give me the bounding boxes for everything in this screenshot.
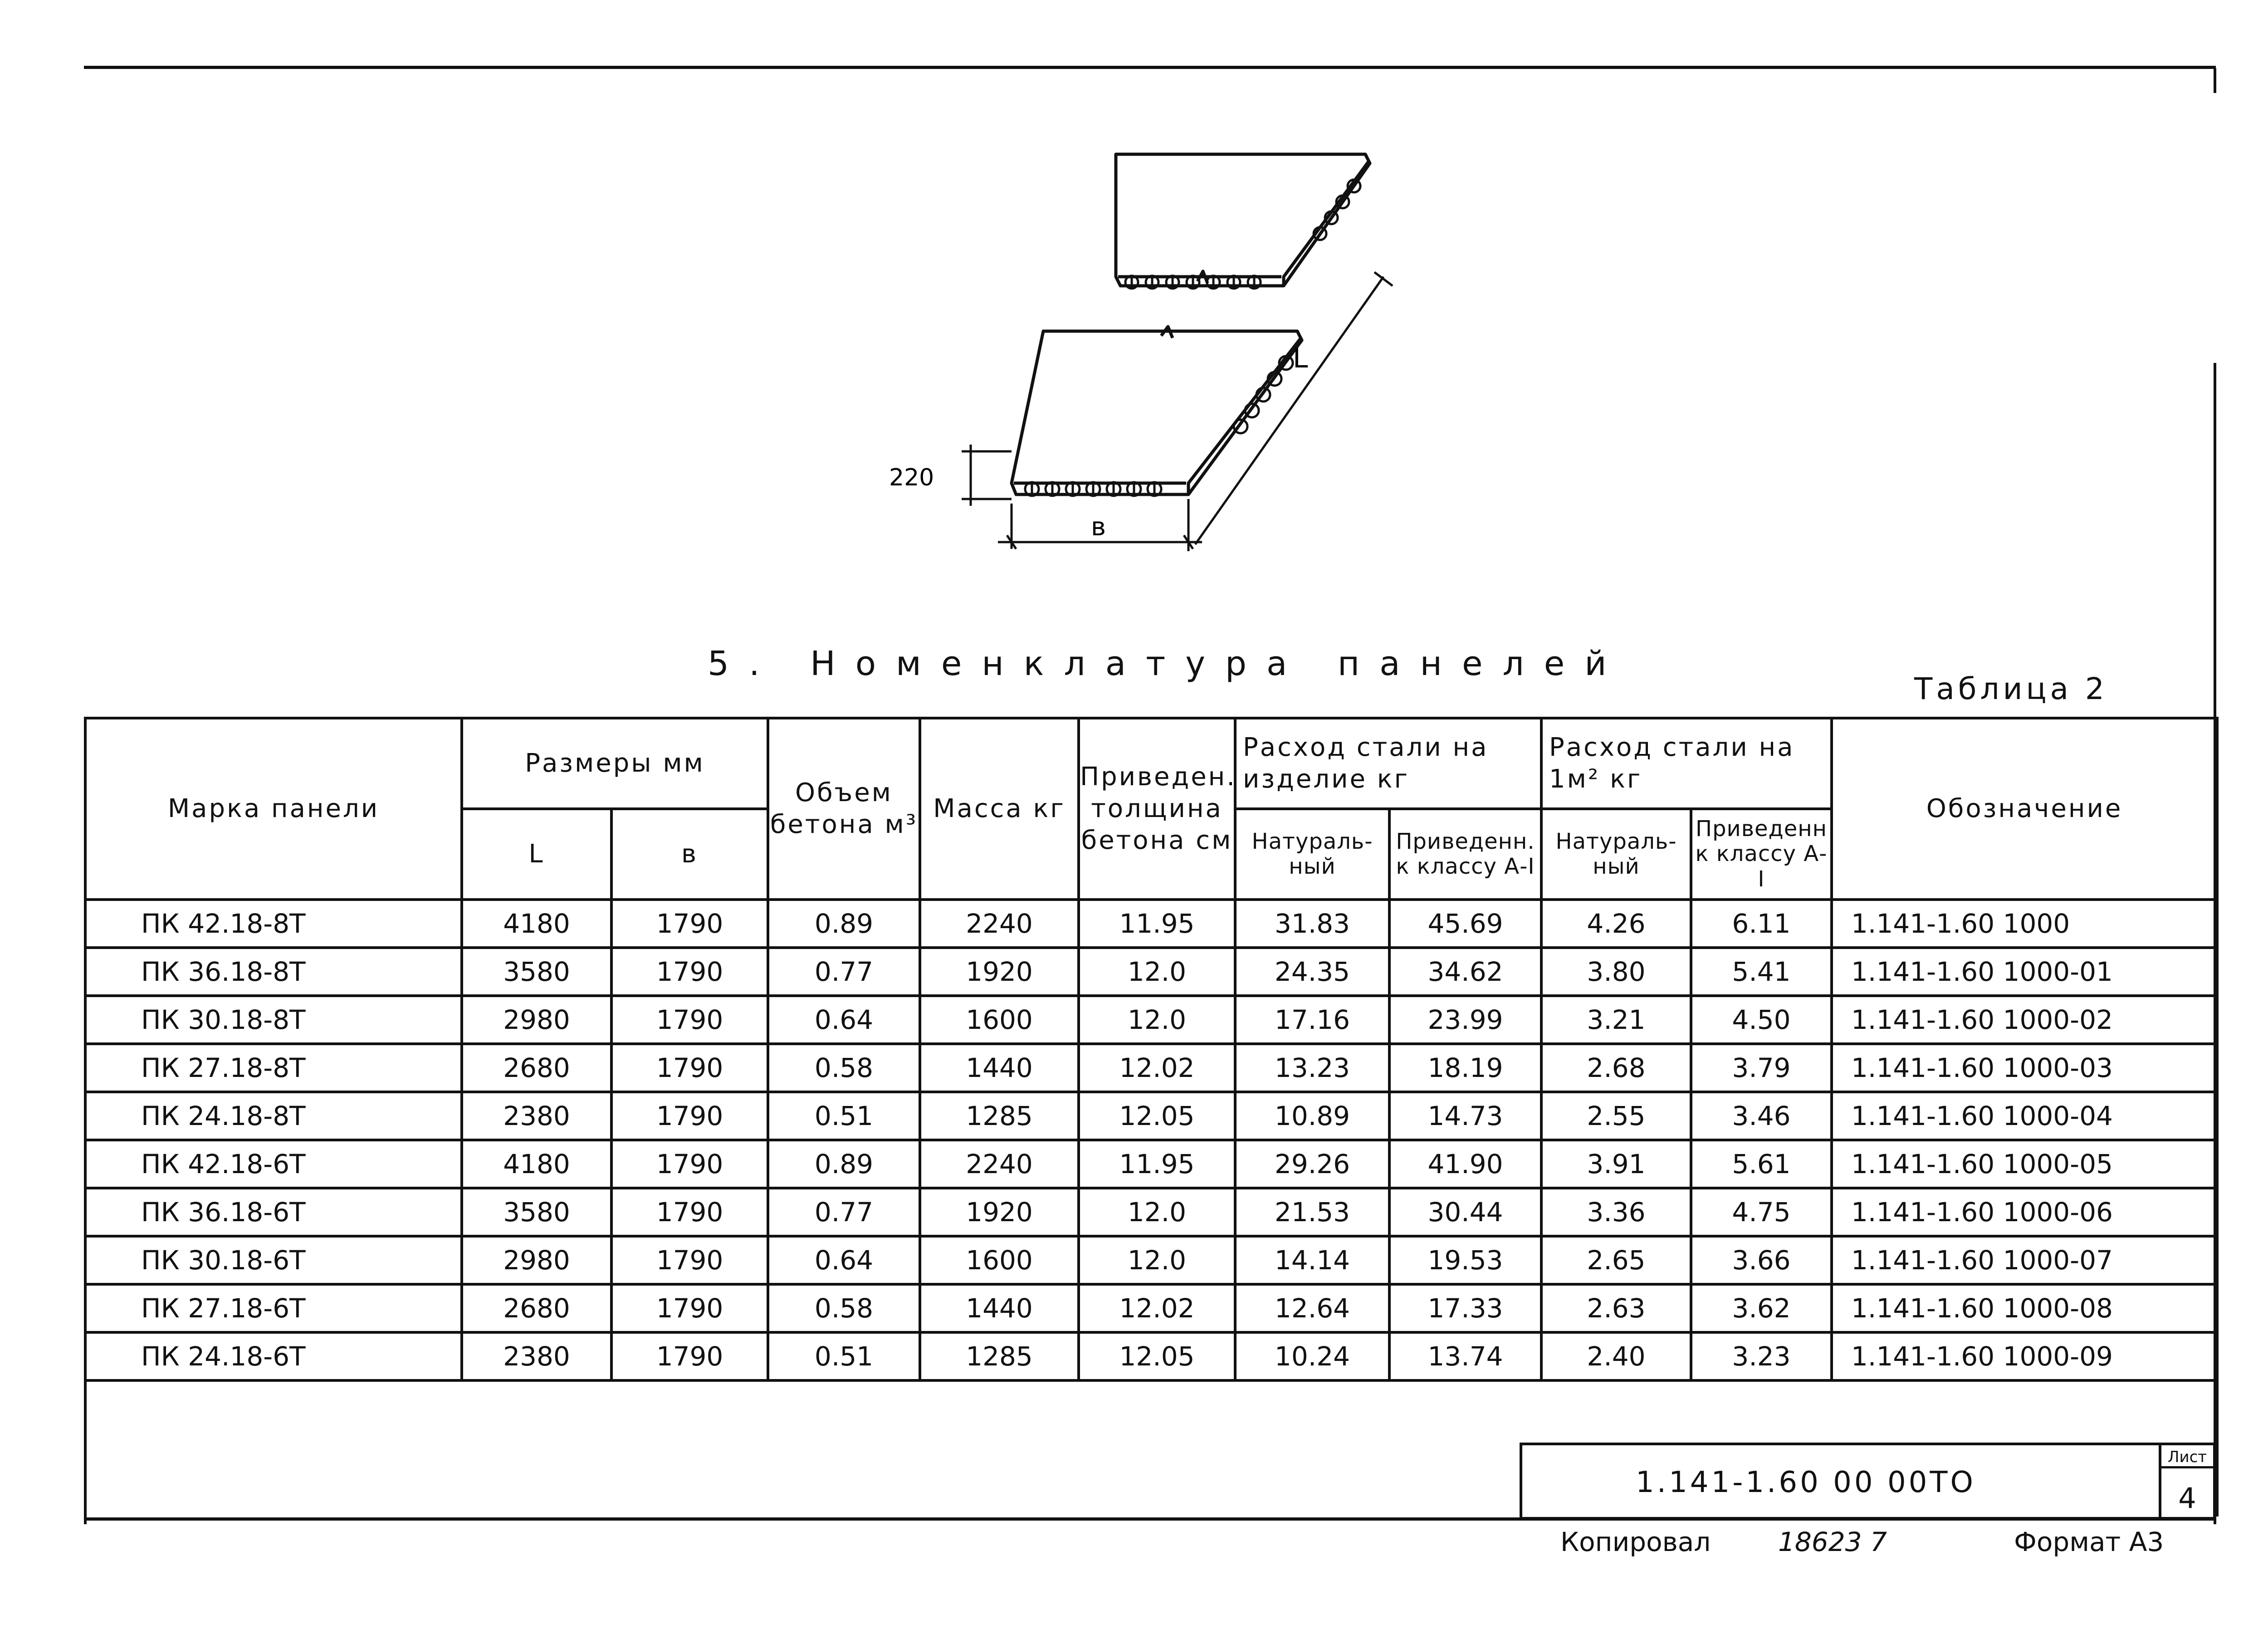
length-cell: 2980 [462, 1236, 611, 1284]
steel-item-natural-cell: 12.64 [1235, 1284, 1389, 1332]
steel-m2-reduced-cell: 4.50 [1691, 996, 1832, 1044]
title-block-stamp [1520, 1443, 2216, 1520]
header-designation: Обозначение [1832, 718, 2217, 900]
sheet-box [2159, 1445, 2213, 1517]
volume-cell: 0.89 [768, 1140, 920, 1188]
header-steel-per-item: Расход стали на изделие кг [1235, 718, 1541, 809]
length-cell: 3580 [462, 1188, 611, 1236]
designation-cell: 1.141-1.60 1000-04 [1832, 1092, 2217, 1140]
steel-m2-natural-cell: 2.68 [1541, 1044, 1691, 1092]
steel-m2-reduced-cell: 3.62 [1691, 1284, 1832, 1332]
mass-cell: 1440 [920, 1044, 1079, 1092]
mass-cell: 1600 [920, 1236, 1079, 1284]
steel-m2-natural-cell: 4.26 [1541, 900, 1691, 948]
thickness-cell: 12.0 [1079, 996, 1235, 1044]
table-row [85, 948, 2217, 996]
steel-m2-reduced-cell: 3.46 [1691, 1092, 1832, 1140]
length-cell: 2380 [462, 1092, 611, 1140]
length-cell: 2680 [462, 1044, 611, 1092]
steel-m2-reduced-cell: 3.23 [1691, 1332, 1832, 1380]
panel-mark-cell: ПК 30.18-8Т [85, 996, 462, 1044]
table-row [85, 1332, 2217, 1380]
panel-mark-cell: ПК 24.18-8Т [85, 1092, 462, 1140]
steel-item-reduced-cell: 17.33 [1389, 1284, 1541, 1332]
right-border-top [2214, 68, 2216, 93]
steel-m2-reduced-cell: 3.79 [1691, 1044, 1832, 1092]
mass-cell: 2240 [920, 900, 1079, 948]
steel-item-reduced-cell: 34.62 [1389, 948, 1541, 996]
header-steel-item-reduced: Приведенн. к классу А-I [1389, 809, 1541, 900]
steel-m2-reduced-cell: 5.41 [1691, 948, 1832, 996]
copy-number: 18623 7 [1778, 1526, 1887, 1557]
width-cell: 1790 [611, 1140, 768, 1188]
steel-m2-natural-cell: 2.40 [1541, 1332, 1691, 1380]
table-row [85, 1044, 2217, 1092]
length-cell: 4180 [462, 900, 611, 948]
header-sizes: Размеры мм [462, 718, 768, 809]
designation-cell: 1.141-1.60 1000-01 [1832, 948, 2217, 996]
length-cell: 2980 [462, 996, 611, 1044]
steel-m2-natural-cell: 2.63 [1541, 1284, 1691, 1332]
steel-m2-natural-cell: 3.80 [1541, 948, 1691, 996]
volume-cell: 0.58 [768, 1284, 920, 1332]
panel-mark-cell: ПК 30.18-6Т [85, 1236, 462, 1284]
panel-mark-cell: ПК 27.18-6Т [85, 1284, 462, 1332]
mass-cell: 2240 [920, 1140, 1079, 1188]
width-cell: 1790 [611, 1092, 768, 1140]
mass-cell: 1920 [920, 948, 1079, 996]
designation-cell: 1.141-1.60 1000-09 [1832, 1332, 2217, 1380]
table-row [85, 1188, 2217, 1236]
steel-item-reduced-cell: 14.73 [1389, 1092, 1541, 1140]
steel-m2-reduced-cell: 4.75 [1691, 1188, 1832, 1236]
designation-cell: 1.141-1.60 1000 [1832, 900, 2217, 948]
length-cell: 2680 [462, 1284, 611, 1332]
copied-by-label: Копировал [1560, 1526, 1711, 1557]
table-number-label: Таблица 2 [1914, 671, 2108, 706]
steel-item-natural-cell: 31.83 [1235, 900, 1389, 948]
header-mark: Марка панели [85, 718, 462, 900]
designation-cell: 1.141-1.60 1000-05 [1832, 1140, 2217, 1188]
table-row [85, 1140, 2217, 1188]
header-steel-m2-natural: Натураль-ный [1541, 809, 1691, 900]
panel-mark-cell: ПК 27.18-8Т [85, 1044, 462, 1092]
steel-item-reduced-cell: 45.69 [1389, 900, 1541, 948]
volume-cell: 0.77 [768, 1188, 920, 1236]
thickness-cell: 12.05 [1079, 1332, 1235, 1380]
sheet-label: Лист [2161, 1448, 2213, 1468]
top-border-line [84, 66, 2216, 69]
volume-cell: 0.51 [768, 1332, 920, 1380]
width-dimension-label: в [1091, 512, 1106, 542]
thickness-cell: 12.0 [1079, 1188, 1235, 1236]
thickness-dimension-label: 220 [889, 464, 934, 491]
sheet-number: 4 [2178, 1482, 2196, 1515]
table-row [85, 1092, 2217, 1140]
steel-m2-natural-cell: 3.36 [1541, 1188, 1691, 1236]
thickness-cell: 11.95 [1079, 900, 1235, 948]
steel-m2-natural-cell: 2.55 [1541, 1092, 1691, 1140]
thickness-cell: 11.95 [1079, 1140, 1235, 1188]
panel-isometric-drawing [862, 136, 1452, 567]
table-row [85, 1284, 2217, 1332]
designation-cell: 1.141-1.60 1000-03 [1832, 1044, 2217, 1092]
steel-item-natural-cell: 14.14 [1235, 1236, 1389, 1284]
width-cell: 1790 [611, 948, 768, 996]
panel-mark-cell: ПК 36.18-6Т [85, 1188, 462, 1236]
steel-m2-reduced-cell: 6.11 [1691, 900, 1832, 948]
steel-m2-reduced-cell: 5.61 [1691, 1140, 1832, 1188]
width-cell: 1790 [611, 1044, 768, 1092]
panel-mark-cell: ПК 36.18-8Т [85, 948, 462, 996]
thickness-cell: 12.0 [1079, 948, 1235, 996]
designation-cell: 1.141-1.60 1000-06 [1832, 1188, 2217, 1236]
thickness-cell: 12.0 [1079, 1236, 1235, 1284]
header-reduced-thickness: Приведен. толщина бетона см [1079, 718, 1235, 900]
table-row [85, 996, 2217, 1044]
volume-cell: 0.58 [768, 1044, 920, 1092]
length-cell: 2380 [462, 1332, 611, 1380]
volume-cell: 0.77 [768, 948, 920, 996]
header-size-b: в [611, 809, 768, 900]
steel-item-natural-cell: 29.26 [1235, 1140, 1389, 1188]
thickness-cell: 12.05 [1079, 1092, 1235, 1140]
steel-item-natural-cell: 10.24 [1235, 1332, 1389, 1380]
steel-item-natural-cell: 17.16 [1235, 996, 1389, 1044]
width-cell: 1790 [611, 996, 768, 1044]
steel-item-natural-cell: 21.53 [1235, 1188, 1389, 1236]
designation-cell: 1.141-1.60 1000-02 [1832, 996, 2217, 1044]
header-size-l: L [462, 809, 611, 900]
volume-cell: 0.51 [768, 1092, 920, 1140]
steel-item-natural-cell: 24.35 [1235, 948, 1389, 996]
steel-item-reduced-cell: 30.44 [1389, 1188, 1541, 1236]
length-cell: 4180 [462, 1140, 611, 1188]
steel-m2-natural-cell: 3.21 [1541, 996, 1691, 1044]
header-steel-m2-reduced: Приведенн к классу А-I [1691, 809, 1832, 900]
designation-cell: 1.141-1.60 1000-07 [1832, 1236, 2217, 1284]
designation-cell: 1.141-1.60 1000-08 [1832, 1284, 2217, 1332]
volume-cell: 0.64 [768, 1236, 920, 1284]
steel-item-natural-cell: 13.23 [1235, 1044, 1389, 1092]
thickness-cell: 12.02 [1079, 1284, 1235, 1332]
panel-mark-cell: ПК 42.18-8Т [85, 900, 462, 948]
format-label: Формат А3 [2014, 1526, 2164, 1557]
header-mass: Масса кг [920, 718, 1079, 900]
steel-m2-natural-cell: 2.65 [1541, 1236, 1691, 1284]
width-cell: 1790 [611, 1284, 768, 1332]
mass-cell: 1285 [920, 1332, 1079, 1380]
mass-cell: 1285 [920, 1092, 1079, 1140]
width-cell: 1790 [611, 1236, 768, 1284]
mass-cell: 1600 [920, 996, 1079, 1044]
panel-mark-cell: ПК 24.18-6Т [85, 1332, 462, 1380]
steel-item-reduced-cell: 23.99 [1389, 996, 1541, 1044]
table-row [85, 1236, 2217, 1284]
steel-item-reduced-cell: 13.74 [1389, 1332, 1541, 1380]
steel-item-reduced-cell: 41.90 [1389, 1140, 1541, 1188]
section-title: 5. Номенклатура панелей [708, 644, 1627, 683]
steel-m2-natural-cell: 3.91 [1541, 1140, 1691, 1188]
header-steel-item-natural: Натураль-ный [1235, 809, 1389, 900]
length-dimension-label: L [1293, 342, 1308, 374]
mass-cell: 1920 [920, 1188, 1079, 1236]
table-row [85, 900, 2217, 948]
length-cell: 3580 [462, 948, 611, 996]
panel-mark-cell: ПК 42.18-6Т [85, 1140, 462, 1188]
volume-cell: 0.64 [768, 996, 920, 1044]
width-cell: 1790 [611, 1332, 768, 1380]
panel-nomenclature-table [84, 717, 2219, 1517]
thickness-cell: 12.02 [1079, 1044, 1235, 1092]
steel-m2-reduced-cell: 3.66 [1691, 1236, 1832, 1284]
width-cell: 1790 [611, 1188, 768, 1236]
steel-item-natural-cell: 10.89 [1235, 1092, 1389, 1140]
mass-cell: 1440 [920, 1284, 1079, 1332]
document-code: 1.141-1.60 00 00ТО [1636, 1466, 1976, 1499]
volume-cell: 0.89 [768, 900, 920, 948]
steel-item-reduced-cell: 19.53 [1389, 1236, 1541, 1284]
header-steel-per-m2: Расход стали на 1м² кг [1541, 718, 1832, 809]
steel-item-reduced-cell: 18.19 [1389, 1044, 1541, 1092]
header-volume: Объем бетона м³ [768, 718, 920, 900]
width-cell: 1790 [611, 900, 768, 948]
